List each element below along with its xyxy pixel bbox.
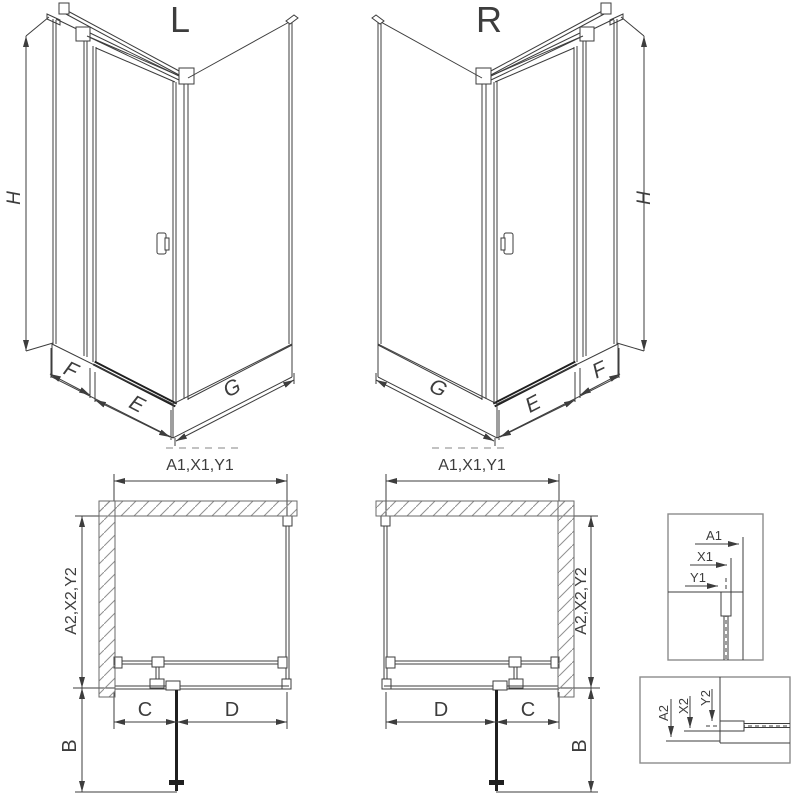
plan-glass-bottom-profile	[282, 679, 291, 689]
wall-hatch-top-right	[376, 501, 574, 516]
plan-d-label-left: D	[224, 699, 240, 721]
plan-door-pivot	[166, 681, 180, 690]
plan-width-label-left: A1,X1,Y1	[166, 457, 234, 474]
stabilizer-bar	[64, 9, 181, 76]
f-label-left: F	[60, 356, 82, 384]
shower-tray	[52, 344, 292, 438]
detail-y2-label: Y2	[698, 690, 713, 706]
plan-width-label-right: A1,X1,Y1	[438, 457, 506, 474]
e-label-left: E	[125, 390, 149, 418]
height-label-right: H	[634, 191, 655, 205]
wall-hatch-top-left	[99, 501, 297, 516]
e-label-right: E	[521, 390, 545, 418]
side-panel-glass	[53, 19, 85, 344]
plan-swing-label-left: B	[59, 739, 81, 753]
door-handle-tab	[165, 238, 169, 250]
return-panel-cap	[286, 15, 298, 24]
height-label-left: H	[4, 191, 25, 205]
plan-bar-foot	[150, 679, 164, 688]
plan-depth-label-right: A2,X2,Y2	[573, 567, 590, 635]
hinge-post	[84, 40, 87, 357]
plan-depth-label-left: A2,X2,Y2	[63, 567, 80, 635]
plan-c-label-right: C	[520, 699, 536, 721]
wall-hatch-side-left	[99, 501, 115, 697]
plan-c-label-left: C	[137, 699, 153, 721]
detail-x1-label: X1	[697, 549, 713, 564]
f-label-right: F	[588, 356, 610, 384]
return-panel-glass	[188, 20, 292, 399]
plan-bar-glass-bracket	[278, 657, 287, 668]
variant-title-right: R	[476, 0, 502, 40]
plan-swing-label-right: B	[569, 739, 591, 753]
plan-support-bar	[121, 661, 279, 664]
plan-bottom-frame	[115, 686, 289, 689]
plan-bar-mid-clamp	[152, 657, 164, 667]
plan-door-handle	[169, 780, 184, 785]
detail-a1-label: A1	[706, 528, 722, 543]
plan-glass-top-profile	[283, 516, 292, 526]
g-label-right: G	[425, 374, 451, 403]
plan-d-label-right: D	[433, 699, 449, 721]
corner-post	[184, 84, 188, 400]
detail-wall-profile-2	[720, 721, 744, 731]
detail-wall-profile-1	[721, 592, 731, 616]
detail-x2-label: X2	[676, 698, 691, 714]
variant-title-left: L	[169, 0, 191, 40]
hinge-clamp	[76, 27, 90, 41]
wall-hatch-side-right	[558, 501, 574, 697]
bar-end-cap	[59, 3, 69, 14]
detail-a2-label: A2	[656, 705, 671, 721]
iso-view-left	[26, 3, 298, 448]
detail-y1-label: Y1	[690, 570, 706, 585]
door-glass	[87, 36, 182, 404]
iso-view-right	[372, 3, 644, 448]
g-label-left: G	[219, 374, 245, 403]
